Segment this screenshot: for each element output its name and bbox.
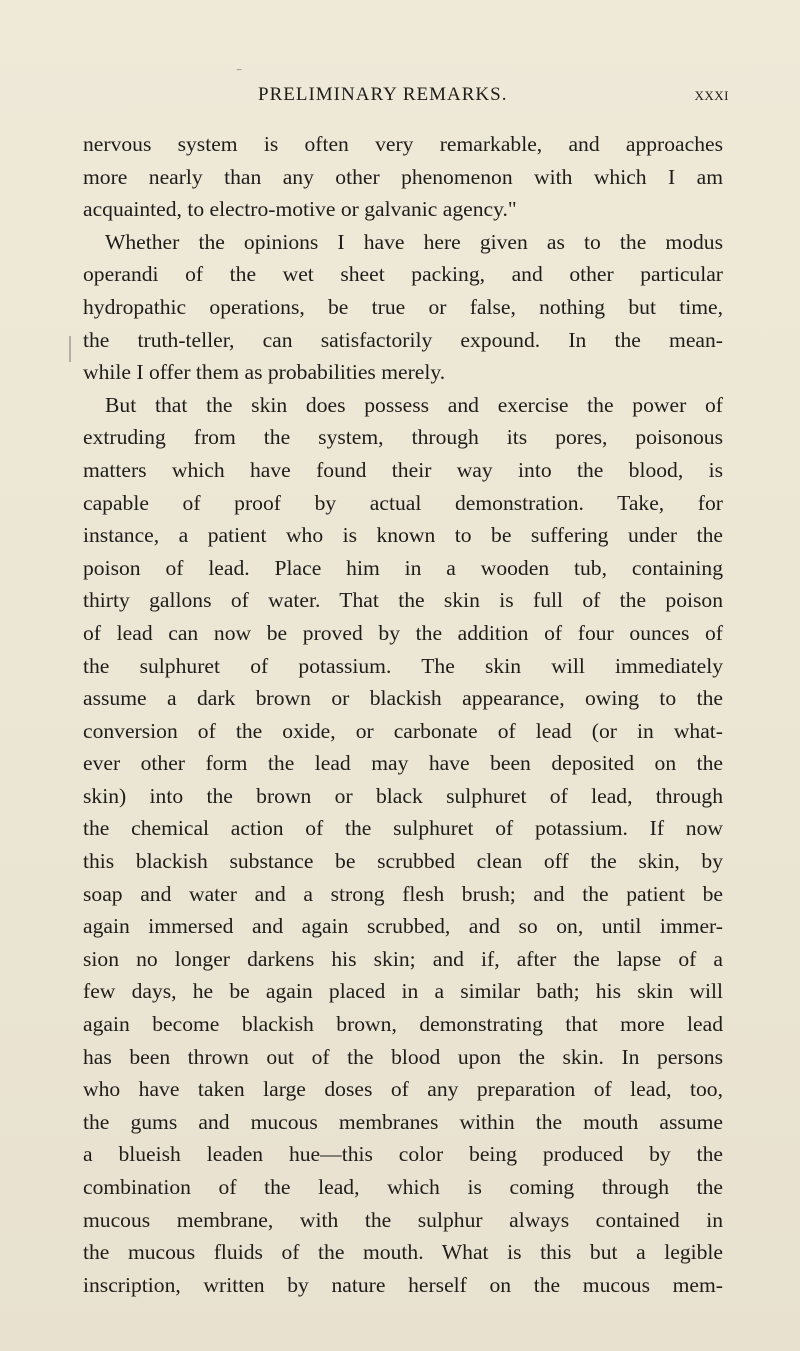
text-line: conversion of the oxide, or carbonate of lead (or in what-: [83, 718, 723, 743]
text-line: mucous membrane, with the sulphur always contained in: [83, 1207, 723, 1232]
text-line: of lead can now be proved by the addition of four ounces of: [83, 620, 723, 645]
text-line: the chemical action of the sulphuret of potassium. If now: [83, 816, 723, 841]
text-line: matters which have found their way into the blood, is: [83, 457, 723, 482]
text-line: skin) into the brown or black sulphuret of lead, through: [83, 783, 723, 808]
text-line: assume a dark brown or blackish appearance, owing to the: [83, 686, 723, 711]
page-number: xxxi: [694, 84, 729, 105]
text-line: the mucous fluids of the mouth. What is this but a legible: [83, 1240, 723, 1265]
text-line: capable of proof by actual demonstration. Take, for: [83, 490, 723, 515]
text-line: more nearly than any other phenomenon with which I am: [83, 164, 723, 189]
margin-mark: [69, 336, 71, 362]
text-line: who have taken large doses of any preparation of lead, too,: [83, 1077, 723, 1102]
running-title: PRELIMINARY REMARKS.: [258, 84, 508, 105]
text-line: sion no longer darkens his skin; and if, after the lapse of a: [83, 946, 723, 971]
text-line: instance, a patient who is known to be suffering under the: [83, 523, 723, 548]
text-line: Whether the opinions I have here given as to the modus: [105, 229, 723, 254]
body-text: [83, 128, 723, 1301]
text-line: nervous system is often very remarkable, and approaches: [83, 132, 723, 156]
text-line: soap and water and a strong flesh brush; and the patient be: [83, 881, 723, 906]
text-line: the sulphuret of potassium. The skin will immediately: [83, 653, 723, 678]
text-line: thirty gallons of water. That the skin is full of the poison: [83, 588, 723, 613]
text-line: inscription, written by nature herself on the mucous mem-: [83, 1272, 723, 1297]
text-line: the truth-teller, can satisfactorily expound. In the mean-: [83, 327, 723, 352]
text-line: combination of the lead, which is coming through the: [83, 1175, 723, 1199]
text-line: has been thrown out of the blood upon the skin. In persons: [83, 1044, 723, 1069]
text-line: again immersed and again scrubbed, and so on, until immer-: [83, 914, 723, 939]
text-line: hydropathic operations, be true or false, nothing but time,: [83, 294, 723, 319]
text-line: this blackish substance be scrubbed clean off the skin, by: [83, 849, 723, 874]
running-header: [83, 84, 729, 114]
text-line: extruding from the system, through its pores, poisonous: [83, 425, 723, 450]
text-line: the gums and mucous membranes within the mouth assume: [83, 1109, 723, 1134]
text-line: But that the skin does possess and exercise the power of: [105, 392, 723, 417]
text-line: a blueish leaden hue—this color being produced by the: [83, 1142, 723, 1167]
text-line: again become blackish brown, demonstrating that more lead: [83, 1012, 723, 1037]
text-line: while I offer them as probabilities merely.: [83, 360, 446, 385]
text-line: few days, he be again placed in a similar bath; his skin will: [83, 979, 723, 1004]
text-line: poison of lead. Place him in a wooden tub, containing: [83, 555, 723, 580]
text-line: operandi of the wet sheet packing, and other particular: [83, 262, 723, 287]
text-line: ever other form the lead may have been deposited on the: [83, 751, 723, 776]
ink-mark: ⁻: [236, 65, 243, 79]
text-line: acquainted, to electro-motive or galvanic agency.": [83, 197, 517, 222]
